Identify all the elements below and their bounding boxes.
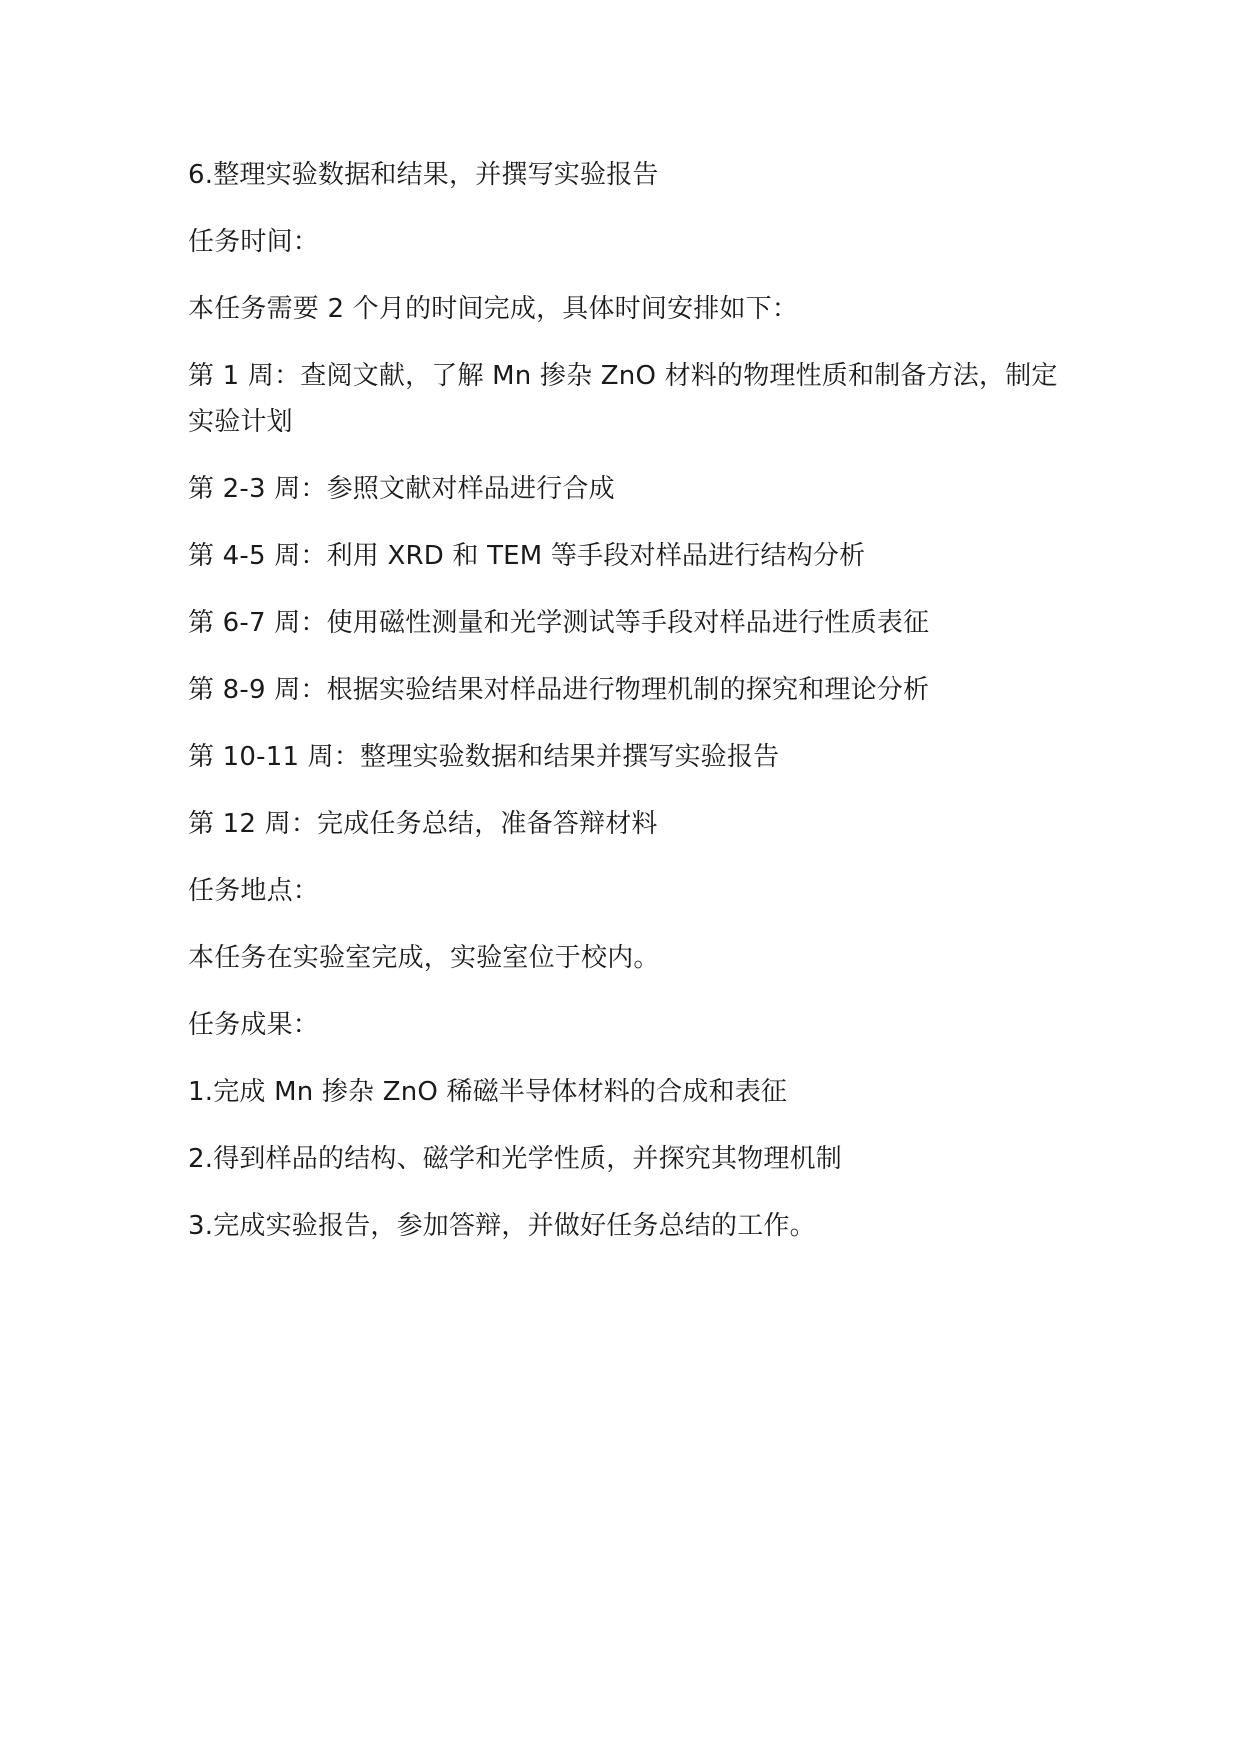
section-heading-results: 任务成果： — [188, 1010, 320, 1040]
section-heading-location: 任务地点： — [188, 876, 320, 906]
result-item-2: 2.得到样品的结构、磁学和光学性质，并探究其物理机制 — [188, 1144, 843, 1174]
schedule-week-12: 第 12 周：完成任务总结，准备答辩材料 — [188, 809, 658, 839]
time-summary-text: 本任务需要 2 个月的时间完成，具体时间安排如下： — [188, 294, 799, 324]
result-item-3: 3.完成实验报告，参加答辩，并做好任务总结的工作。 — [188, 1211, 816, 1241]
schedule-week-6-7: 第 6-7 周：使用磁性测量和光学测试等手段对样品进行性质表征 — [188, 608, 930, 638]
step-6-text: 6.整理实验数据和结果，并撰写实验报告 — [188, 160, 659, 190]
document-body — [188, 152, 1058, 1270]
schedule-week-8-9: 第 8-9 周：根据实验结果对样品进行物理机制的探究和理论分析 — [188, 675, 930, 705]
result-item-1: 1.完成 Mn 掺杂 ZnO 稀磁半导体材料的合成和表征 — [188, 1077, 788, 1107]
schedule-week-10-11: 第 10-11 周：整理实验数据和结果并撰写实验报告 — [188, 742, 780, 772]
schedule-week-2-3: 第 2-3 周：参照文献对样品进行合成 — [188, 474, 615, 504]
schedule-week-1: 第 1 周：查阅文献，了解 Mn 掺杂 ZnO 材料的物理性质和制备方法，制定实验计划 — [188, 361, 1058, 437]
section-heading-time: 任务时间： — [188, 227, 320, 257]
schedule-week-4-5: 第 4-5 周：利用 XRD 和 TEM 等手段对样品进行结构分析 — [188, 541, 866, 571]
location-text: 本任务在实验室完成，实验室位于校内。 — [188, 943, 660, 973]
